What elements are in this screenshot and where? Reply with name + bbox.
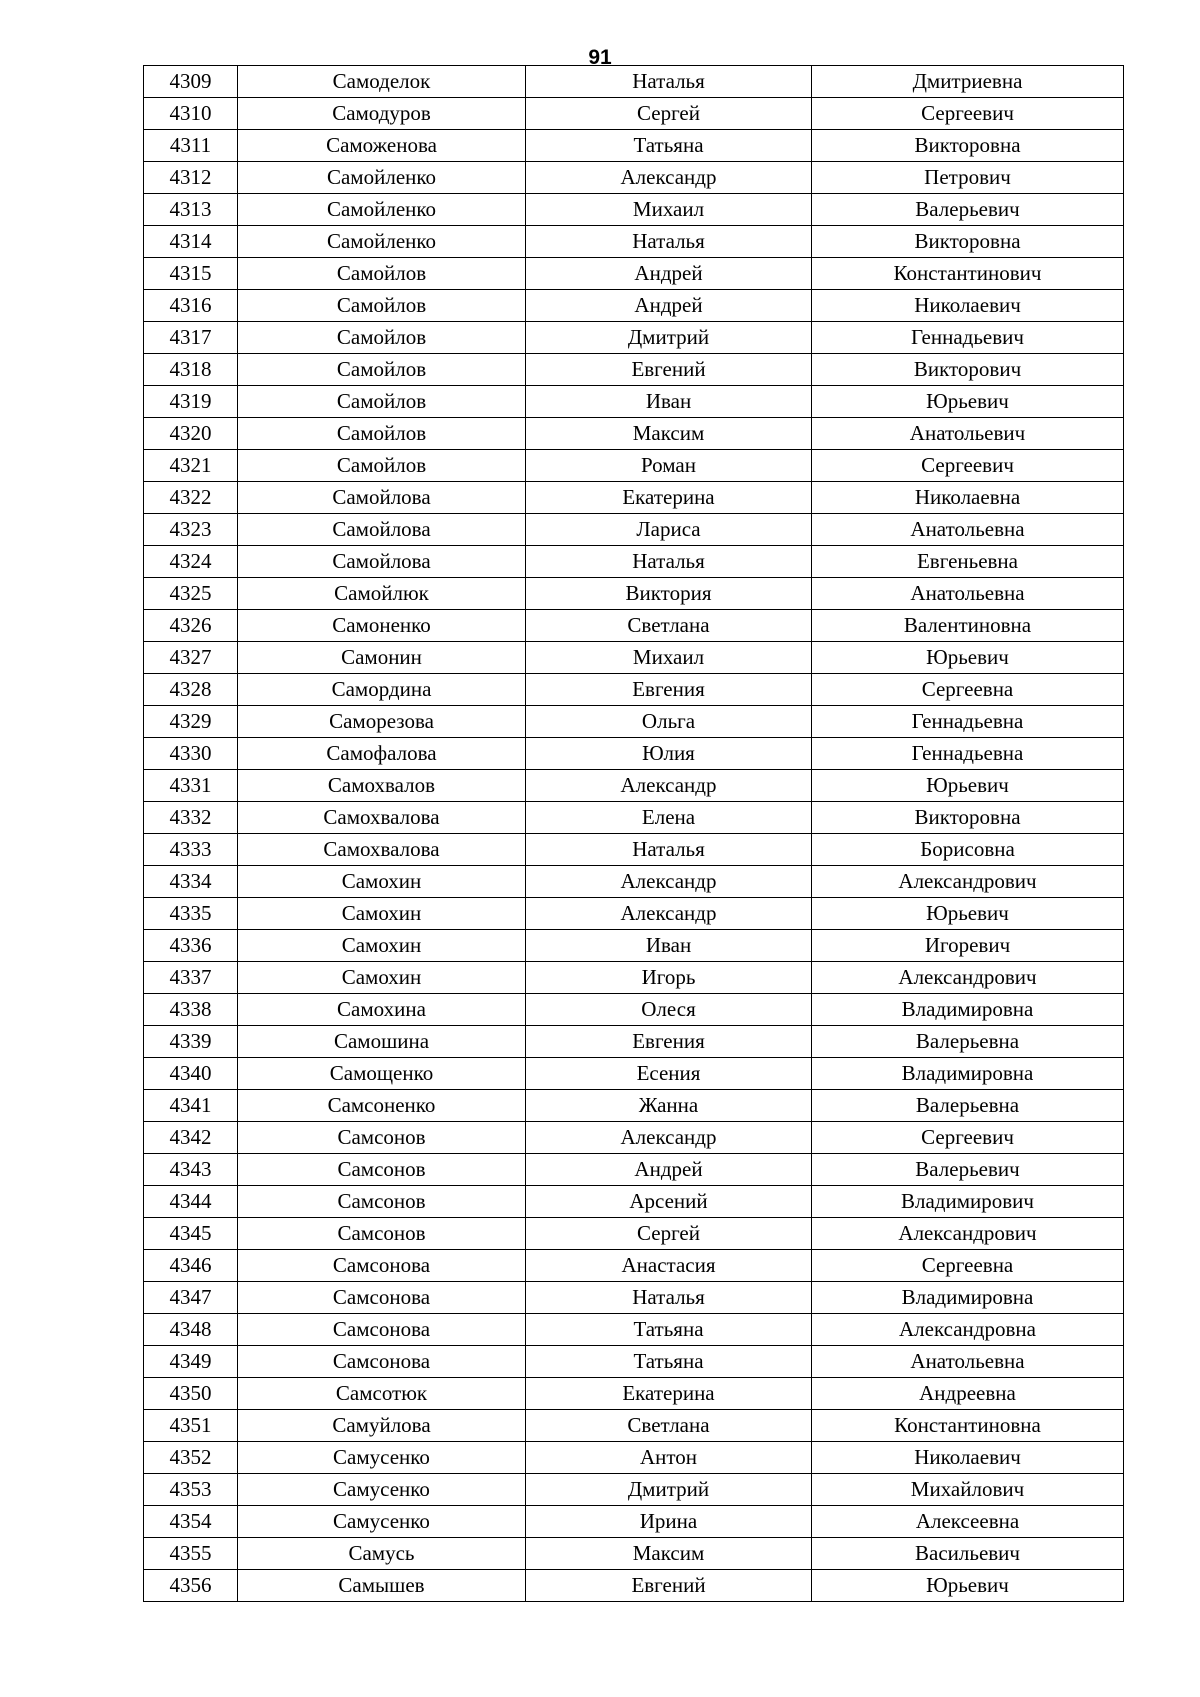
- last-name-cell: Самуйлова: [238, 1410, 526, 1442]
- patronymic-cell: Геннадьевна: [812, 738, 1124, 770]
- first-name-cell: Андрей: [526, 290, 812, 322]
- last-name-cell: Самойленко: [238, 194, 526, 226]
- row-number-cell: 4317: [144, 322, 238, 354]
- last-name-cell: Самусенко: [238, 1442, 526, 1474]
- table-row: [144, 642, 1124, 674]
- table-row: [144, 386, 1124, 418]
- patronymic-cell: Дмитриевна: [812, 66, 1124, 98]
- first-name-cell: Анастасия: [526, 1250, 812, 1282]
- first-name-cell: Михаил: [526, 194, 812, 226]
- last-name-cell: Самонин: [238, 642, 526, 674]
- first-name-cell: Татьяна: [526, 1346, 812, 1378]
- table-row: [144, 322, 1124, 354]
- last-name-cell: Самсонова: [238, 1282, 526, 1314]
- first-name-cell: Максим: [526, 1538, 812, 1570]
- patronymic-cell: Викторовна: [812, 802, 1124, 834]
- table-row: [144, 418, 1124, 450]
- row-number-cell: 4322: [144, 482, 238, 514]
- last-name-cell: Саможенова: [238, 130, 526, 162]
- table-row: [144, 738, 1124, 770]
- patronymic-cell: Николаевич: [812, 1442, 1124, 1474]
- patronymic-cell: Сергеевна: [812, 1250, 1124, 1282]
- patronymic-cell: Николаевич: [812, 290, 1124, 322]
- table-row: [144, 1314, 1124, 1346]
- table-row: [144, 1282, 1124, 1314]
- first-name-cell: Есения: [526, 1058, 812, 1090]
- row-number-cell: 4324: [144, 546, 238, 578]
- first-name-cell: Михаил: [526, 642, 812, 674]
- row-number-cell: 4330: [144, 738, 238, 770]
- row-number-cell: 4318: [144, 354, 238, 386]
- last-name-cell: Самодуров: [238, 98, 526, 130]
- first-name-cell: Наталья: [526, 1282, 812, 1314]
- last-name-cell: Самохин: [238, 930, 526, 962]
- row-number-cell: 4343: [144, 1154, 238, 1186]
- table-row: [144, 674, 1124, 706]
- last-name-cell: Самусенко: [238, 1474, 526, 1506]
- first-name-cell: Наталья: [526, 66, 812, 98]
- row-number-cell: 4337: [144, 962, 238, 994]
- page-number: 91: [588, 46, 612, 69]
- patronymic-cell: Валерьевич: [812, 1154, 1124, 1186]
- table-row: [144, 226, 1124, 258]
- row-number-cell: 4355: [144, 1538, 238, 1570]
- last-name-cell: Саморезова: [238, 706, 526, 738]
- last-name-cell: Самохина: [238, 994, 526, 1026]
- first-name-cell: Екатерина: [526, 482, 812, 514]
- patronymic-cell: Юрьевич: [812, 642, 1124, 674]
- table-row: [144, 1506, 1124, 1538]
- first-name-cell: Максим: [526, 418, 812, 450]
- patronymic-cell: Валерьевна: [812, 1026, 1124, 1058]
- last-name-cell: Самоненко: [238, 610, 526, 642]
- names-table: [143, 65, 1124, 1602]
- patronymic-cell: Викторовна: [812, 130, 1124, 162]
- first-name-cell: Ольга: [526, 706, 812, 738]
- row-number-cell: 4346: [144, 1250, 238, 1282]
- first-name-cell: Александр: [526, 898, 812, 930]
- last-name-cell: Самоделок: [238, 66, 526, 98]
- table-row: [144, 1410, 1124, 1442]
- first-name-cell: Татьяна: [526, 130, 812, 162]
- row-number-cell: 4323: [144, 514, 238, 546]
- first-name-cell: Жанна: [526, 1090, 812, 1122]
- first-name-cell: Ирина: [526, 1506, 812, 1538]
- row-number-cell: 4354: [144, 1506, 238, 1538]
- patronymic-cell: Васильевич: [812, 1538, 1124, 1570]
- first-name-cell: Светлана: [526, 1410, 812, 1442]
- last-name-cell: Самойлова: [238, 514, 526, 546]
- first-name-cell: Александр: [526, 162, 812, 194]
- table-row: [144, 354, 1124, 386]
- patronymic-cell: Валентиновна: [812, 610, 1124, 642]
- row-number-cell: 4351: [144, 1410, 238, 1442]
- first-name-cell: Дмитрий: [526, 1474, 812, 1506]
- last-name-cell: Самсонов: [238, 1186, 526, 1218]
- first-name-cell: Андрей: [526, 258, 812, 290]
- patronymic-cell: Константинович: [812, 258, 1124, 290]
- table-row: [144, 1570, 1124, 1602]
- table-row: [144, 1218, 1124, 1250]
- first-name-cell: Дмитрий: [526, 322, 812, 354]
- first-name-cell: Татьяна: [526, 1314, 812, 1346]
- table-row: [144, 962, 1124, 994]
- first-name-cell: Арсений: [526, 1186, 812, 1218]
- table-row: [144, 194, 1124, 226]
- first-name-cell: Наталья: [526, 546, 812, 578]
- last-name-cell: Самохвалов: [238, 770, 526, 802]
- patronymic-cell: Игоревич: [812, 930, 1124, 962]
- table-row: [144, 1538, 1124, 1570]
- patronymic-cell: Викторович: [812, 354, 1124, 386]
- last-name-cell: Самсоненко: [238, 1090, 526, 1122]
- last-name-cell: Самсонова: [238, 1250, 526, 1282]
- row-number-cell: 4338: [144, 994, 238, 1026]
- last-name-cell: Самощенко: [238, 1058, 526, 1090]
- row-number-cell: 4326: [144, 610, 238, 642]
- table-row: [144, 770, 1124, 802]
- first-name-cell: Евгений: [526, 1570, 812, 1602]
- row-number-cell: 4340: [144, 1058, 238, 1090]
- row-number-cell: 4321: [144, 450, 238, 482]
- row-number-cell: 4314: [144, 226, 238, 258]
- row-number-cell: 4344: [144, 1186, 238, 1218]
- first-name-cell: Светлана: [526, 610, 812, 642]
- last-name-cell: Самсонов: [238, 1154, 526, 1186]
- patronymic-cell: Геннадьевна: [812, 706, 1124, 738]
- table-row: [144, 1026, 1124, 1058]
- table-row: [144, 1378, 1124, 1410]
- first-name-cell: Андрей: [526, 1154, 812, 1186]
- last-name-cell: Самойленко: [238, 162, 526, 194]
- patronymic-cell: Александровна: [812, 1314, 1124, 1346]
- table-row: [144, 578, 1124, 610]
- patronymic-cell: Владимирович: [812, 1186, 1124, 1218]
- patronymic-cell: Валерьевич: [812, 194, 1124, 226]
- last-name-cell: Самойлова: [238, 482, 526, 514]
- first-name-cell: Александр: [526, 1122, 812, 1154]
- first-name-cell: Виктория: [526, 578, 812, 610]
- last-name-cell: Самойлов: [238, 450, 526, 482]
- patronymic-cell: Николаевна: [812, 482, 1124, 514]
- table-row: [144, 162, 1124, 194]
- patronymic-cell: Юрьевич: [812, 770, 1124, 802]
- table-row: [144, 802, 1124, 834]
- row-number-cell: 4332: [144, 802, 238, 834]
- first-name-cell: Екатерина: [526, 1378, 812, 1410]
- row-number-cell: 4328: [144, 674, 238, 706]
- row-number-cell: 4329: [144, 706, 238, 738]
- first-name-cell: Лариса: [526, 514, 812, 546]
- last-name-cell: Самсонова: [238, 1314, 526, 1346]
- patronymic-cell: Анатольевна: [812, 578, 1124, 610]
- last-name-cell: Самофалова: [238, 738, 526, 770]
- row-number-cell: 4347: [144, 1282, 238, 1314]
- row-number-cell: 4312: [144, 162, 238, 194]
- row-number-cell: 4313: [144, 194, 238, 226]
- row-number-cell: 4352: [144, 1442, 238, 1474]
- patronymic-cell: Михайлович: [812, 1474, 1124, 1506]
- row-number-cell: 4348: [144, 1314, 238, 1346]
- patronymic-cell: Владимировна: [812, 1058, 1124, 1090]
- patronymic-cell: Юрьевич: [812, 386, 1124, 418]
- last-name-cell: Самойлова: [238, 546, 526, 578]
- patronymic-cell: Сергеевич: [812, 1122, 1124, 1154]
- table-row: [144, 1442, 1124, 1474]
- patronymic-cell: Петрович: [812, 162, 1124, 194]
- patronymic-cell: Сергеевич: [812, 98, 1124, 130]
- first-name-cell: Наталья: [526, 226, 812, 258]
- last-name-cell: Самсотюк: [238, 1378, 526, 1410]
- table-row: [144, 450, 1124, 482]
- patronymic-cell: Анатольевна: [812, 514, 1124, 546]
- table-row: [144, 610, 1124, 642]
- first-name-cell: Олеся: [526, 994, 812, 1026]
- last-name-cell: Самошина: [238, 1026, 526, 1058]
- patronymic-cell: Геннадьевич: [812, 322, 1124, 354]
- row-number-cell: 4315: [144, 258, 238, 290]
- last-name-cell: Самохвалова: [238, 834, 526, 866]
- table-row: [144, 1186, 1124, 1218]
- patronymic-cell: Евгеньевна: [812, 546, 1124, 578]
- first-name-cell: Роман: [526, 450, 812, 482]
- first-name-cell: Наталья: [526, 834, 812, 866]
- last-name-cell: Самойлов: [238, 354, 526, 386]
- last-name-cell: Самохвалова: [238, 802, 526, 834]
- row-number-cell: 4356: [144, 1570, 238, 1602]
- first-name-cell: Юлия: [526, 738, 812, 770]
- row-number-cell: 4333: [144, 834, 238, 866]
- last-name-cell: Самсонов: [238, 1218, 526, 1250]
- last-name-cell: Самохин: [238, 962, 526, 994]
- patronymic-cell: Викторовна: [812, 226, 1124, 258]
- patronymic-cell: Сергеевна: [812, 674, 1124, 706]
- row-number-cell: 4320: [144, 418, 238, 450]
- patronymic-cell: Борисовна: [812, 834, 1124, 866]
- table-row: [144, 706, 1124, 738]
- first-name-cell: Евгений: [526, 354, 812, 386]
- last-name-cell: Самойлов: [238, 290, 526, 322]
- table-row: [144, 98, 1124, 130]
- table-row: [144, 482, 1124, 514]
- first-name-cell: Александр: [526, 770, 812, 802]
- row-number-cell: 4342: [144, 1122, 238, 1154]
- table-row: [144, 290, 1124, 322]
- last-name-cell: Самсонова: [238, 1346, 526, 1378]
- table-row: [144, 546, 1124, 578]
- table-row: [144, 1154, 1124, 1186]
- patronymic-cell: Александрович: [812, 866, 1124, 898]
- table-row: [144, 1474, 1124, 1506]
- first-name-cell: Евгения: [526, 674, 812, 706]
- first-name-cell: Игорь: [526, 962, 812, 994]
- last-name-cell: Самойлов: [238, 322, 526, 354]
- patronymic-cell: Юрьевич: [812, 898, 1124, 930]
- table-row: [144, 1058, 1124, 1090]
- row-number-cell: 4339: [144, 1026, 238, 1058]
- row-number-cell: 4349: [144, 1346, 238, 1378]
- patronymic-cell: Юрьевич: [812, 1570, 1124, 1602]
- row-number-cell: 4310: [144, 98, 238, 130]
- last-name-cell: Самусь: [238, 1538, 526, 1570]
- last-name-cell: Самохин: [238, 898, 526, 930]
- first-name-cell: Елена: [526, 802, 812, 834]
- patronymic-cell: Анатольевич: [812, 418, 1124, 450]
- last-name-cell: Самойлов: [238, 418, 526, 450]
- row-number-cell: 4331: [144, 770, 238, 802]
- table-row: [144, 514, 1124, 546]
- row-number-cell: 4335: [144, 898, 238, 930]
- table-row: [144, 130, 1124, 162]
- row-number-cell: 4309: [144, 66, 238, 98]
- patronymic-cell: Анатольевна: [812, 1346, 1124, 1378]
- first-name-cell: Иван: [526, 386, 812, 418]
- table-row: [144, 898, 1124, 930]
- table-row: [144, 834, 1124, 866]
- patronymic-cell: Валерьевна: [812, 1090, 1124, 1122]
- first-name-cell: Евгения: [526, 1026, 812, 1058]
- row-number-cell: 4350: [144, 1378, 238, 1410]
- last-name-cell: Самойлов: [238, 258, 526, 290]
- row-number-cell: 4327: [144, 642, 238, 674]
- first-name-cell: Сергей: [526, 98, 812, 130]
- last-name-cell: Самойлов: [238, 386, 526, 418]
- first-name-cell: Александр: [526, 866, 812, 898]
- row-number-cell: 4334: [144, 866, 238, 898]
- row-number-cell: 4345: [144, 1218, 238, 1250]
- last-name-cell: Самсонов: [238, 1122, 526, 1154]
- row-number-cell: 4319: [144, 386, 238, 418]
- patronymic-cell: Владимировна: [812, 1282, 1124, 1314]
- table-row: [144, 1122, 1124, 1154]
- last-name-cell: Самойлюк: [238, 578, 526, 610]
- patronymic-cell: Андреевна: [812, 1378, 1124, 1410]
- patronymic-cell: Александрович: [812, 962, 1124, 994]
- row-number-cell: 4341: [144, 1090, 238, 1122]
- table-row: [144, 1250, 1124, 1282]
- first-name-cell: Сергей: [526, 1218, 812, 1250]
- row-number-cell: 4325: [144, 578, 238, 610]
- patronymic-cell: Александрович: [812, 1218, 1124, 1250]
- row-number-cell: 4336: [144, 930, 238, 962]
- last-name-cell: Самохин: [238, 866, 526, 898]
- patronymic-cell: Владимировна: [812, 994, 1124, 1026]
- first-name-cell: Иван: [526, 930, 812, 962]
- patronymic-cell: Константиновна: [812, 1410, 1124, 1442]
- table-row: [144, 866, 1124, 898]
- table-row: [144, 1346, 1124, 1378]
- last-name-cell: Самордина: [238, 674, 526, 706]
- last-name-cell: Самусенко: [238, 1506, 526, 1538]
- row-number-cell: 4353: [144, 1474, 238, 1506]
- table-row: [144, 994, 1124, 1026]
- table-row: [144, 1090, 1124, 1122]
- table-row: [144, 258, 1124, 290]
- last-name-cell: Самышев: [238, 1570, 526, 1602]
- patronymic-cell: Алексеевна: [812, 1506, 1124, 1538]
- table-row: [144, 930, 1124, 962]
- names-table-body: [144, 66, 1124, 1602]
- patronymic-cell: Сергеевич: [812, 450, 1124, 482]
- row-number-cell: 4311: [144, 130, 238, 162]
- table-row: [144, 66, 1124, 98]
- row-number-cell: 4316: [144, 290, 238, 322]
- last-name-cell: Самойленко: [238, 226, 526, 258]
- first-name-cell: Антон: [526, 1442, 812, 1474]
